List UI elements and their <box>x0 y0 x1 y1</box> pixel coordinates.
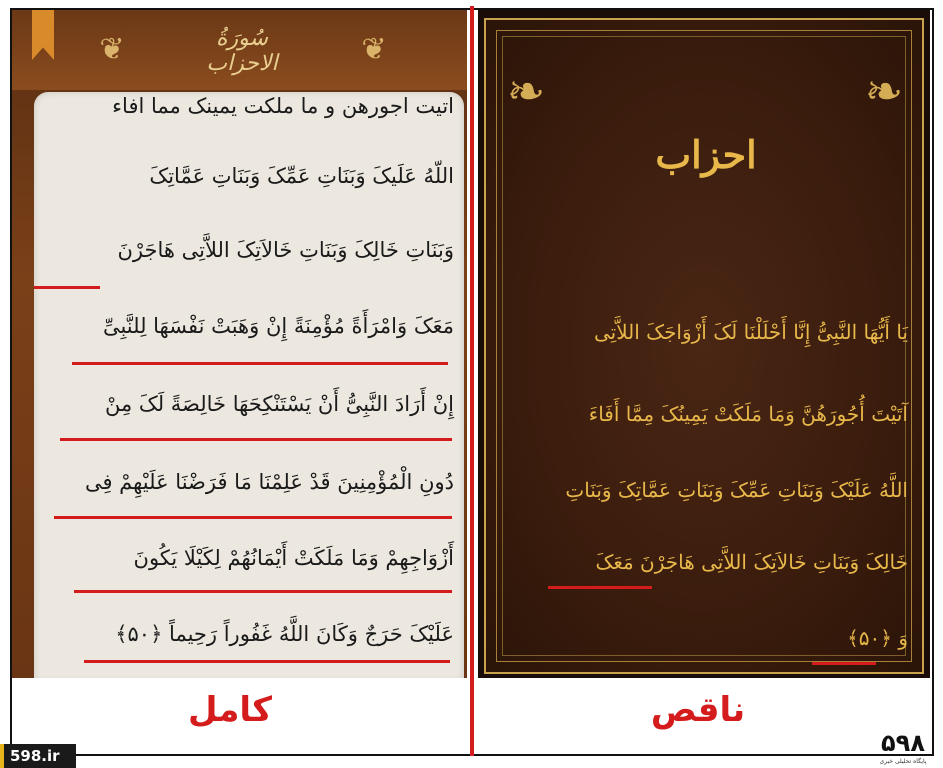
verse-line: عَلَیْکَ حَرَجٌ وَکَانَ اللَّهُ غَفُوراً رَحِیماً ﴿۵۰﴾ <box>115 622 454 646</box>
verse-line: آتَیْتَ أُجُورَهُنَّ وَمَا مَلَکَتْ یَمِینُکَ مِمَّا أَفَاءَ <box>588 402 908 426</box>
verse-line: اللّهُ عَلَیکَ وَبَنَاتِ عَمِّکَ وَبَنَاتِ عَمَّاتِکَ <box>149 164 454 188</box>
highlight-underline <box>54 516 452 519</box>
complete-app-screenshot <box>12 10 467 678</box>
caption-complete: کامل <box>188 690 272 730</box>
highlight-underline <box>34 286 100 289</box>
verse-line: وَ ﴿۵۰﴾ <box>847 626 908 650</box>
verse-line: خَالِکَ وَبَنَاتِ خَالاَتِکَ اللاَّتِی هَاجَرْنَ مَعَکَ <box>595 550 908 574</box>
surah-title: احزاب <box>655 132 757 177</box>
highlight-underline <box>84 660 450 663</box>
caption-incomplete: ناقص <box>650 690 746 730</box>
highlight-underline <box>74 590 452 593</box>
verse-line: اتیت اجورهن و ما ملکت یمینک مما افاء <box>112 94 454 118</box>
leather-page <box>484 18 924 674</box>
verse-line: یَا أَیُّهَا النَّبِیُّ إِنَّا أَحْلَلْنَا لَکَ أَزْوَاجَکَ اللاَّتِی <box>593 320 908 344</box>
corner-ornament-icon: ❧ <box>864 64 904 118</box>
site-badge: 598.ir <box>4 744 76 768</box>
verse-line: مَعَکَ وَامْرَأَةً مُؤْمِنَةً إِنْ وَهَبَتْ نَفْسَهَا لِلنَّبِیِّ <box>102 314 454 338</box>
highlight-underline <box>72 362 448 365</box>
verse-line: وَبَنَاتِ خَالِکَ وَبَنَاتِ خَالاَتِکَ اللاَّتِی هَاجَرْنَ <box>117 238 454 262</box>
corner-ornament-icon: ❧ <box>506 64 546 118</box>
highlight-underline <box>548 586 652 589</box>
verse-line: دُونِ الْمُؤْمِنِینَ قَدْ عَلِمْنَا مَا فَرَضْنَا عَلَیْهِمْ فِی <box>84 470 454 494</box>
highlight-underline <box>812 662 876 665</box>
site-logo-subtitle: پایگاه تحلیلی خبری <box>879 758 927 765</box>
highlight-underline <box>60 438 452 441</box>
ornament-icon: ❦ <box>99 32 125 67</box>
verse-line: اللَّهُ عَلَیْکَ وَبَنَاتِ عَمِّکَ وَبَنَاتِ عَمَّاتِکَ وَبَنَاتِ <box>565 478 908 502</box>
verse-line: أَزْوَاجِهِمْ وَمَا مَلَکَتْ أَیْمَانُهُمْ لِکَیْلَا یَکُونَ <box>133 546 454 570</box>
surah-header <box>12 10 467 90</box>
surah-title: سُورَةُ الاحزاب <box>206 26 278 76</box>
ornament-icon: ❦ <box>361 32 387 67</box>
verse-line: إِنْ أَرَادَ النَّبِیُّ أَنْ یَسْتَنْکِحَهَا خَالِصَةً لَکَ مِنْ <box>105 392 454 416</box>
site-logo: ۵۹۸ <box>881 729 925 757</box>
bookmark-ribbon-icon[interactable] <box>32 10 54 60</box>
incomplete-app-screenshot <box>478 10 930 678</box>
center-divider <box>470 6 474 756</box>
